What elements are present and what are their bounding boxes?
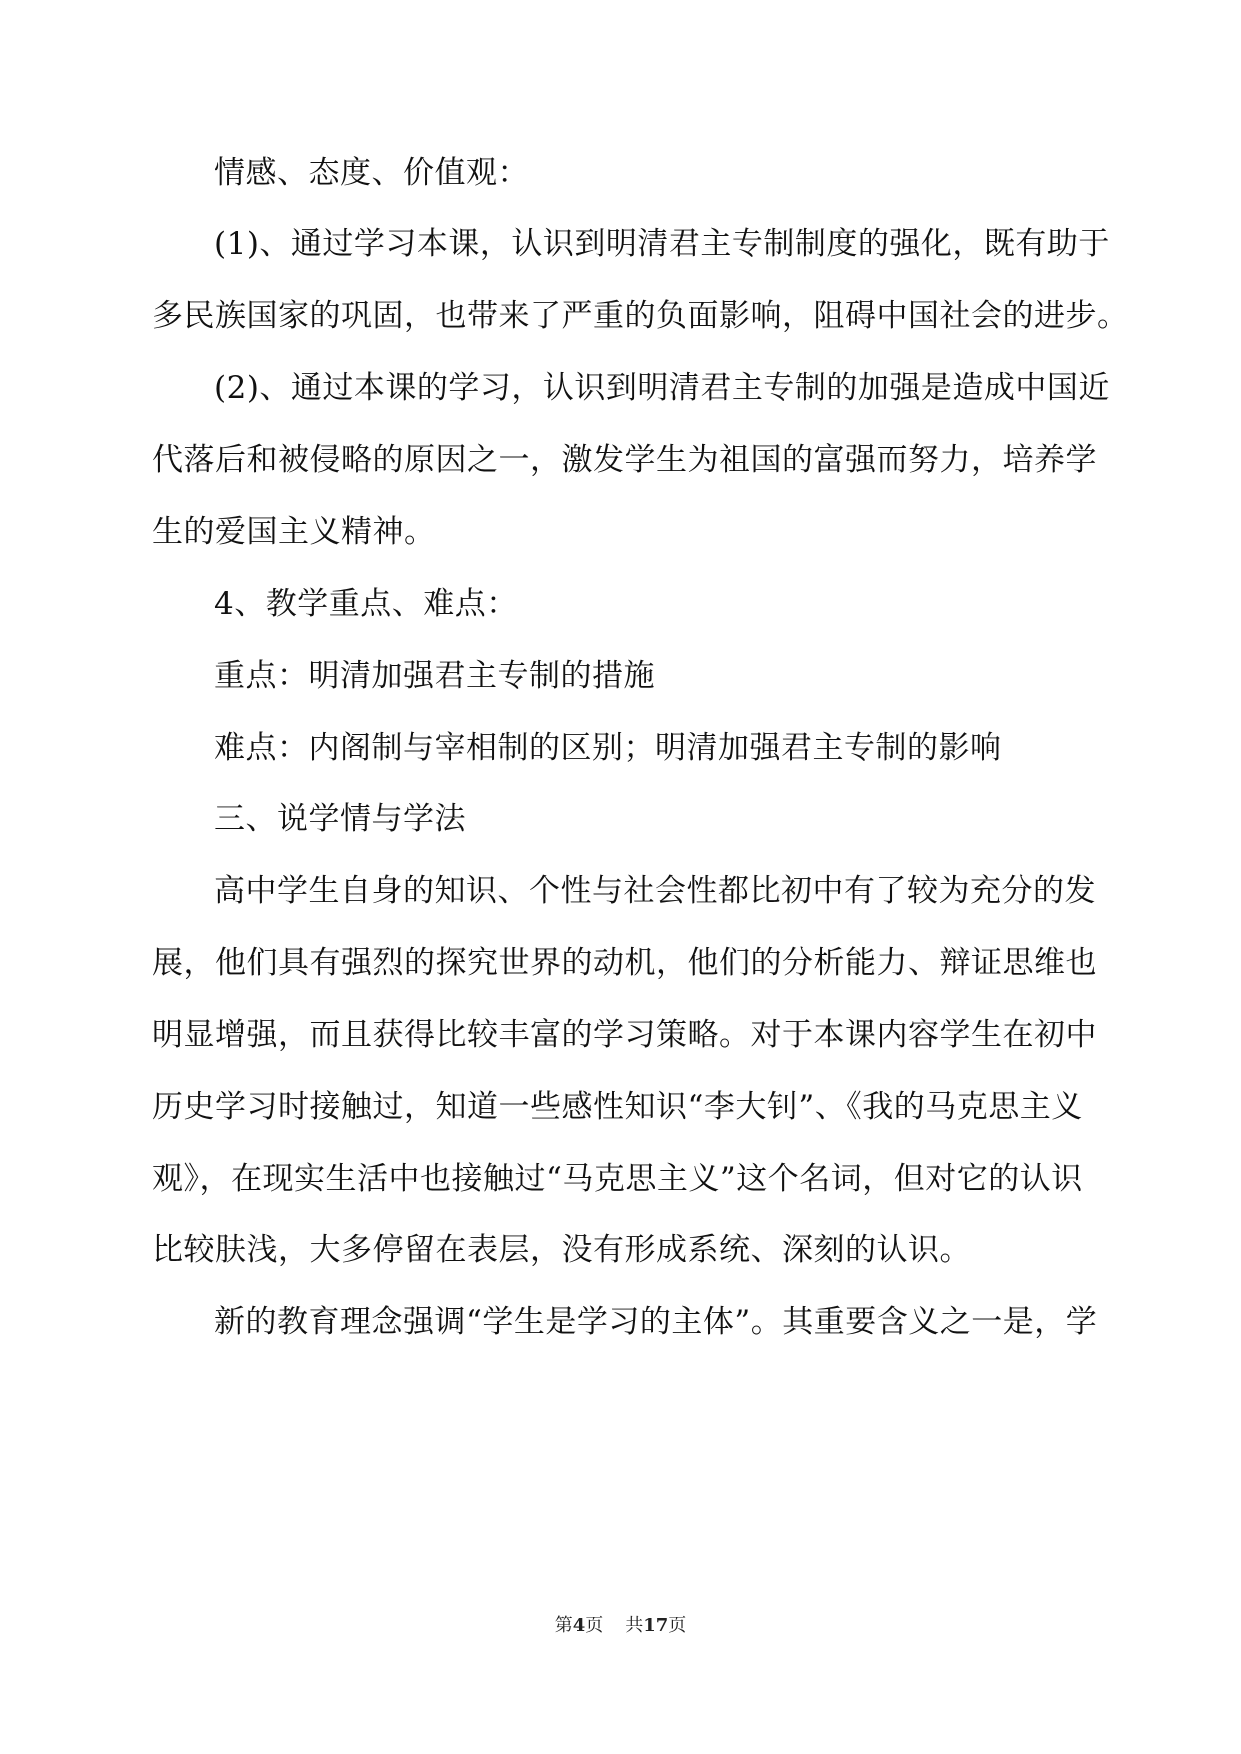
heading-attitude-values: 情感、态度、价值观： [214,155,529,191]
paragraph-line: (1)、通过学习本课，认识到明清君主专制制度的强化，既有助于 [214,226,1110,262]
footer-total-prefix: 共 [625,1615,644,1636]
heading-key-points: 4、教学重点、难点： [214,586,518,622]
footer-prefix: 第 [554,1615,573,1636]
paragraph-line: 代落后和被侵略的原因之一，激发学生为祖国的富强而努力，培养学 [152,442,1097,478]
paragraph-line: 历史学习时接触过，知道一些感性知识“李大钊”、《我的马克思主义 [152,1089,1083,1125]
total-pages-number: 17 [643,1615,669,1636]
paragraph-line: 比较肤浅，大多停留在表层，没有形成系统、深刻的认识。 [152,1232,971,1268]
paragraph-line: (2)、通过本课的学习，认识到明清君主专制的加强是造成中国近 [214,370,1110,406]
paragraph-line: 观》，在现实生活中也接触过“马克思主义”这个名词，但对它的认识 [152,1161,1083,1197]
page-footer [0,1614,1241,1638]
paragraph-line: 明显增强，而且获得比较丰富的学习策略。对于本课内容学生在初中 [152,1017,1097,1053]
paragraph-line: 新的教育理念强调“学生是学习的主体”。其重要含义之一是，学 [214,1304,1098,1340]
key-point-line: 重点：明清加强君主专制的措施 [214,658,655,694]
heading-student-analysis: 三、说学情与学法 [214,801,466,837]
paragraph-line: 生的爱国主义精神。 [152,514,436,550]
footer-page-unit: 页 [585,1615,604,1636]
current-page-number: 4 [572,1615,586,1636]
paragraph-line: 展，他们具有强烈的探究世界的动机，他们的分析能力、辩证思维也 [152,945,1097,981]
paragraph-line: 高中学生自身的知识、个性与社会性都比初中有了较为充分的发 [214,873,1096,909]
paragraph-line: 多民族国家的巩固，也带来了严重的负面影响，阻碍中国社会的进步。 [152,298,1129,334]
footer-total-unit: 页 [668,1615,687,1636]
difficulty-line: 难点：内阁制与宰相制的区别；明清加强君主专制的影响 [214,730,1002,766]
